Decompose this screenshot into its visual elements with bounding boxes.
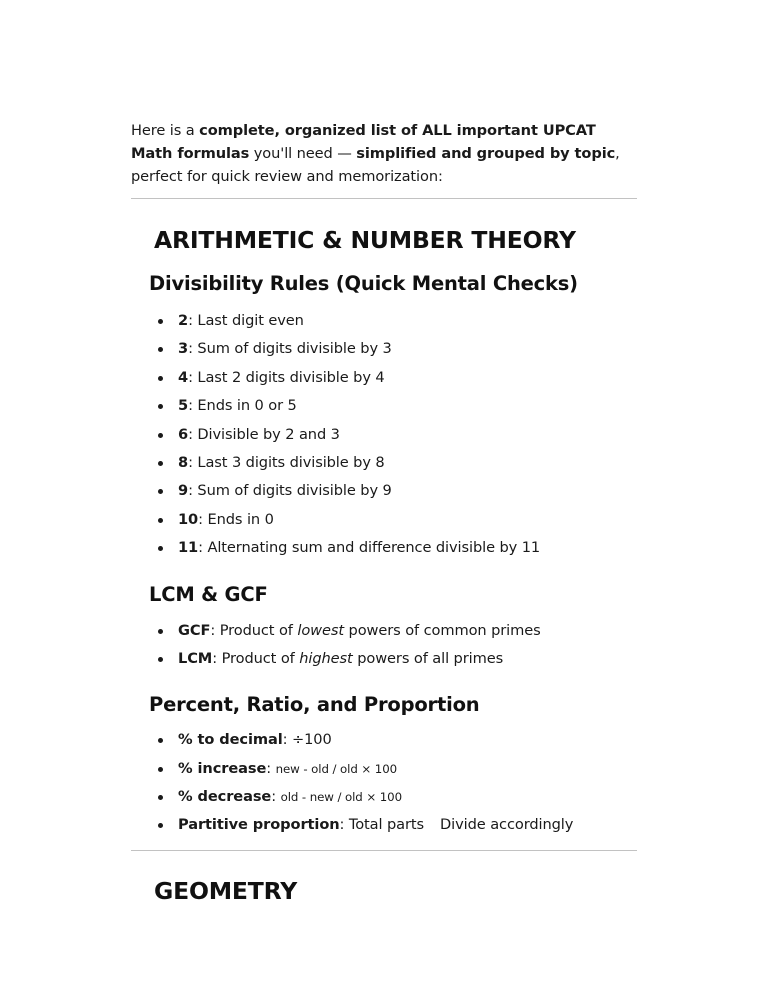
list-item <box>131 335 637 363</box>
intro-text: Here is a <box>131 122 200 139</box>
bullet-icon <box>158 738 163 743</box>
bullet-icon <box>158 767 163 772</box>
term-key: % increase <box>178 759 267 777</box>
term-key: GCF <box>178 621 211 639</box>
term-key: Partitive proportion <box>178 816 340 834</box>
bullet-icon <box>158 629 163 634</box>
rule-key: 5 <box>178 397 189 415</box>
subsection-title-divisibility: Divisibility Rules (Quick Mental Checks) <box>149 272 578 295</box>
list-item <box>131 645 637 673</box>
list-item <box>131 783 637 811</box>
divisibility-list <box>131 307 637 563</box>
subsection-title-percent: Percent, Ratio, and Proportion <box>149 693 480 717</box>
list-item <box>131 392 637 420</box>
list-item <box>131 364 637 392</box>
rule-text: : Last 3 digits divisible by 8 <box>188 453 385 471</box>
term-key: % to decimal <box>178 731 283 749</box>
percent-list <box>131 726 637 840</box>
rule-text: : Last digit even <box>188 312 304 329</box>
rule-text: : Sum of digits divisible by 3 <box>188 340 392 358</box>
bullet-icon <box>158 461 163 466</box>
list-item <box>131 477 637 505</box>
term-emphasis: highest <box>299 649 353 667</box>
list-item <box>131 506 637 534</box>
lcm-gcf-list <box>131 617 637 674</box>
rule-key: 8 <box>178 453 189 471</box>
bullet-icon <box>158 823 163 828</box>
bullet-icon <box>158 319 163 324</box>
bullet-icon <box>158 546 163 551</box>
intro-bold-text: simplified and grouped by topic <box>356 145 616 162</box>
rule-key: 3 <box>178 340 189 358</box>
rule-key: 4 <box>178 368 189 386</box>
term-key: % decrease <box>178 788 272 806</box>
term-text: powers of common primes <box>344 621 541 639</box>
term-text: Divide accordingly <box>440 816 574 834</box>
term-text: : <box>266 759 276 777</box>
list-item <box>131 421 637 449</box>
intro-bold-text: complete, organized list of ALL important UPCAT Math formulas <box>131 122 596 162</box>
list-item <box>131 534 637 562</box>
term-text: : ÷100 <box>282 731 332 749</box>
bullet-icon <box>158 404 163 409</box>
document-page <box>131 119 637 905</box>
rule-key: 11 <box>178 539 199 557</box>
intro-paragraph <box>131 119 637 188</box>
rule-text: : Alternating sum and difference divisible by 11 <box>198 539 541 557</box>
intro-text: , perfect for quick review and memorization: <box>131 145 620 185</box>
bullet-icon <box>158 489 163 494</box>
term-text: : <box>271 788 281 806</box>
rule-text: : Ends in 0 <box>198 510 274 528</box>
term-key: LCM <box>178 649 213 667</box>
rule-key: 10 <box>178 510 199 528</box>
term-text: powers of all primes <box>352 649 504 667</box>
rule-key: 6 <box>178 425 189 443</box>
intro-text: you'll need — <box>249 145 357 162</box>
rule-key: 2 <box>178 312 189 329</box>
list-item <box>131 811 637 839</box>
list-item <box>131 307 637 335</box>
rule-text: : Sum of digits divisible by 9 <box>188 482 392 500</box>
rule-text: : Last 2 digits divisible by 4 <box>188 368 385 386</box>
divider <box>131 850 637 851</box>
rule-text: : Divisible by 2 and 3 <box>188 425 340 443</box>
term-text: : Product of <box>210 621 298 639</box>
section-title-arithmetic: ARITHMETIC & NUMBER THEORY <box>154 226 576 254</box>
term-emphasis: lowest <box>297 621 344 639</box>
subsection-title-lcm-gcf: LCM & GCF <box>149 582 268 606</box>
list-item <box>131 755 637 783</box>
list-item <box>131 726 637 754</box>
bullet-icon <box>158 657 163 662</box>
list-item <box>131 617 637 645</box>
rule-text: : Ends in 0 or 5 <box>188 397 297 415</box>
formula-text: new - old / old × 100 <box>275 761 398 776</box>
bullet-icon <box>158 376 163 381</box>
term-text: : Total parts <box>339 816 425 834</box>
section-title-geometry: GEOMETRY <box>154 876 298 905</box>
bullet-icon <box>158 795 163 800</box>
bullet-icon <box>158 518 163 523</box>
list-item <box>131 449 637 477</box>
formula-text: old - new / old × 100 <box>280 790 402 805</box>
bullet-icon <box>158 433 163 438</box>
bullet-icon <box>158 347 163 352</box>
term-text: : Product of <box>212 649 300 667</box>
divider <box>131 198 637 199</box>
rule-key: 9 <box>178 482 189 500</box>
